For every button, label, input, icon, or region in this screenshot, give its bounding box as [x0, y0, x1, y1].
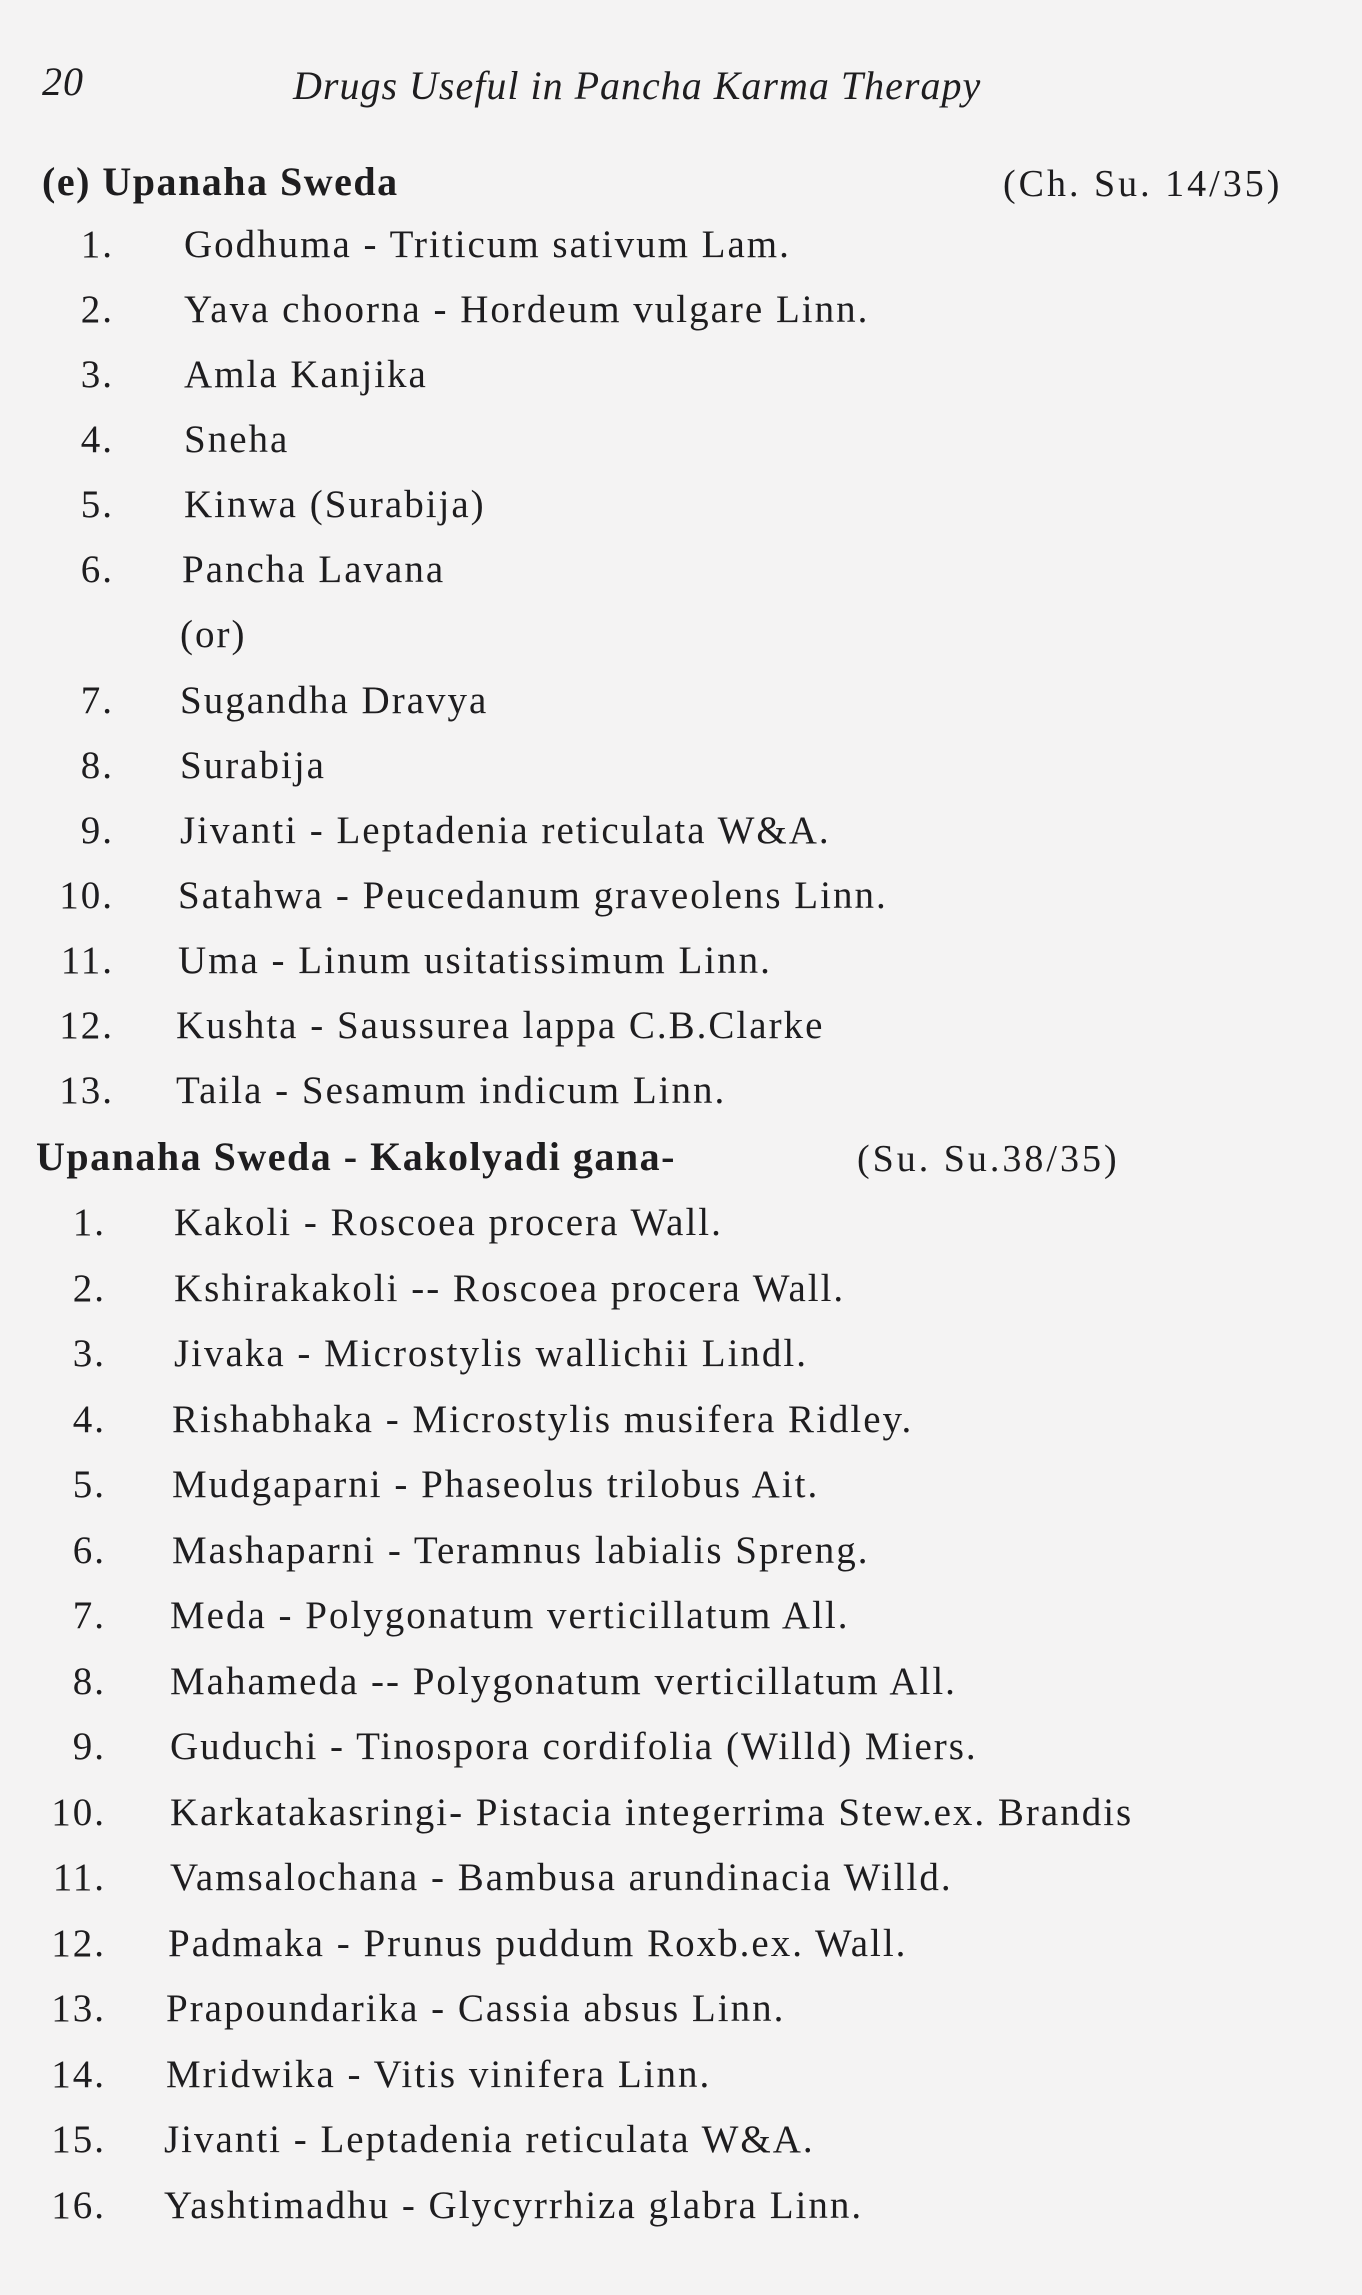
item-number: 2. — [72, 1267, 106, 1310]
item-number: 3. — [80, 353, 114, 396]
item-number: 9. — [72, 1725, 106, 1768]
item-number: 13. — [51, 1987, 106, 2030]
item-text: Mudgaparni - Phaseolus trilobus Ait. — [172, 1463, 820, 1506]
section-reference: (Ch. Su. 14/35) — [1003, 163, 1283, 205]
item-number: 11. — [52, 1856, 106, 1899]
item-text: Kushta - Saussurea lappa C.B.Clarke — [176, 1004, 825, 1047]
item-number: 8. — [80, 744, 114, 787]
item-text: Jivanti - Leptadenia reticulata W&A. — [164, 2118, 815, 2161]
item-text: Pancha Lavana — [182, 548, 446, 591]
item-text: Kinwa (Surabija) — [184, 483, 486, 526]
item-text: Meda - Polygonatum verticillatum All. — [170, 1594, 850, 1637]
item-number: 6. — [80, 548, 114, 591]
item-number: 10. — [51, 1791, 106, 1834]
item-text: Yava choorna - Hordeum vulgare Linn. — [184, 288, 870, 331]
item-text: Vamsalochana - Bambusa arundinacia Willd. — [170, 1856, 953, 1899]
item-text: Kshirakakoli -- Roscoea procera Wall. — [174, 1267, 846, 1310]
item-number: 14. — [51, 2053, 106, 2096]
item-number: 6. — [72, 1529, 106, 1572]
item-text: Amla Kanjika — [184, 353, 428, 396]
or-separator: (or) — [180, 613, 247, 656]
item-text: Mahameda -- Polygonatum verticillatum All. — [170, 1660, 957, 1703]
item-number: 16. — [51, 2184, 106, 2227]
item-text: Rishabhaka - Microstylis musifera Ridley. — [172, 1398, 914, 1441]
item-number: 7. — [80, 679, 114, 722]
item-text: Jivanti - Leptadenia reticulata W&A. — [180, 809, 831, 852]
item-number: 1. — [72, 1201, 106, 1244]
item-number: 10. — [59, 874, 114, 917]
item-number: 8. — [72, 1660, 106, 1703]
item-number: 2. — [80, 288, 114, 331]
page-number: 20 — [42, 59, 84, 104]
item-text: Padmaka - Prunus puddum Roxb.ex. Wall. — [168, 1922, 908, 1965]
item-text: Uma - Linum usitatissimum Linn. — [178, 939, 772, 982]
item-text: Surabija — [180, 744, 326, 787]
item-number: 15. — [51, 2118, 106, 2161]
item-text: Godhuma - Triticum sativum Lam. — [184, 223, 791, 266]
item-number: 12. — [59, 1004, 114, 1047]
item-text: Jivaka - Microstylis wallichii Lindl. — [174, 1332, 808, 1375]
item-text: Kakoli - Roscoea procera Wall. — [174, 1201, 723, 1244]
item-number: 5. — [72, 1463, 106, 1506]
item-number: 3. — [72, 1332, 106, 1375]
item-number: 1. — [80, 223, 114, 266]
section-reference: (Su. Su.38/35) — [857, 1138, 1120, 1180]
item-number: 4. — [80, 418, 114, 461]
item-text: Mridwika - Vitis vinifera Linn. — [166, 2053, 712, 2096]
item-number: 7. — [72, 1594, 106, 1637]
section-heading-upanaha-sweda: (e) Upanaha Sweda — [42, 159, 399, 204]
item-number: 13. — [59, 1069, 114, 1112]
item-text: Mashaparni - Teramnus labialis Spreng. — [172, 1529, 870, 1572]
item-number: 11. — [60, 939, 114, 982]
section-heading-kakolyadi-gana: Upanaha Sweda - Kakolyadi gana- — [36, 1134, 676, 1179]
item-text: Yashtimadhu - Glycyrrhiza glabra Linn. — [164, 2184, 864, 2227]
item-number: 4. — [72, 1398, 106, 1441]
item-text: Sneha — [184, 418, 290, 461]
item-text: Sugandha Dravya — [180, 679, 489, 722]
item-text: Taila - Sesamum indicum Linn. — [176, 1069, 727, 1112]
running-title: Drugs Useful in Pancha Karma Therapy — [293, 63, 982, 108]
item-text: Karkatakasringi- Pistacia integerrima Stew.ex. Brandis — [170, 1791, 1134, 1834]
item-number: 12. — [51, 1922, 106, 1965]
item-text: Guduchi - Tinospora cordifolia (Willd) Miers. — [170, 1725, 978, 1768]
item-number: 5. — [80, 483, 114, 526]
item-number: 9. — [80, 809, 114, 852]
item-text: Prapoundarika - Cassia absus Linn. — [166, 1987, 786, 2030]
item-text: Satahwa - Peucedanum graveolens Linn. — [178, 874, 888, 917]
